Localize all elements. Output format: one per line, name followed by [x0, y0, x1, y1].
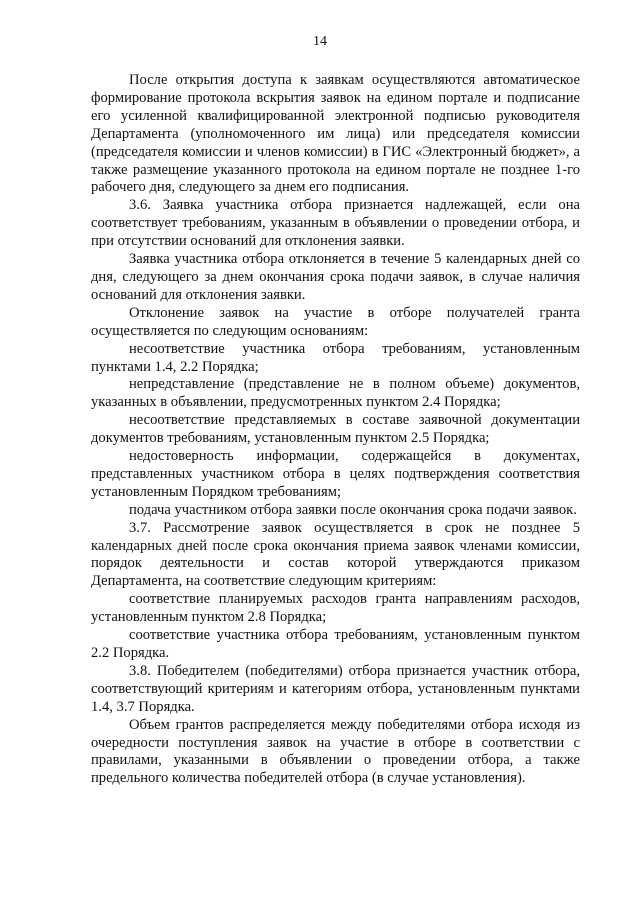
paragraph-3-7: 3.7. Рассмотрение заявок осуществляется в срок не позднее 5 календарных дней после срока окончания приема заявок членами комиссии, порядок деятельности и состав которой утверждаются приказом Департамента, на соответствие следующим критериям:: [91, 519, 580, 590]
document-body: [91, 72, 580, 788]
paragraph-ground-4: недостоверность информации, содержащейся в документах, представленных участником отбора в целях подтверждения соответствия установленным Порядком требованиям;: [91, 448, 580, 500]
paragraph-rejection-term: Заявка участника отбора отклоняется в течение 5 календарных дней со дня, следующего за днем окончания срока подачи заявок, в случае наличия оснований для отклонения заявки.: [91, 251, 580, 303]
paragraph-criterion-2: соответствие участника отбора требованиям, установленным пунктом 2.2 Порядка.: [91, 627, 580, 661]
paragraph-rejection-grounds: Отклонение заявок на участие в отборе получателей гранта осуществляется по следующим основаниям:: [91, 304, 580, 339]
paragraph-ground-2: непредставление (представление не в полном объеме) документов, указанных в объявлении, предусмотренных пунктом 2.4 Порядка;: [91, 376, 580, 411]
paragraph-3-6: 3.6. Заявка участника отбора признается надлежащей, если она соответствует требованиям, указанным в объявлении о проведении отбора, и при отсутствии оснований для отклонения заявки.: [91, 197, 580, 250]
paragraph-protocol: После открытия доступа к заявкам осуществляются автоматическое формирование протокола вскрытия заявок на едином портале и подписание его усиленной квалифицированной электронной подписью руководителя Департамента (уполномоченного им лица) или председателя комиссии (председателя комиссии и членов комиссии) в ГИС «Электронный бюджет», а также размещение указанного протокола на едином портале не позднее 1-го рабочего дня, следующего за днем его подписания.: [91, 72, 580, 196]
paragraph-criterion-1: соответствие планируемых расходов гранта направлениям расходов, установленным пунктом 2.8 Порядка;: [91, 591, 580, 626]
paragraph-ground-1: несоответствие участника отбора требованиям, установленным пунктами 1.4, 2.2 Порядка;: [91, 340, 580, 375]
paragraph-grant-distribution: Объем грантов распределяется между победителями отбора исходя из очередности поступления заявок на участие в отборе в соответствии с правилами, указанными в объявлении о проведении отбора, а также предельного количества победителей отбора (в случае установления).: [91, 716, 580, 787]
paragraph-ground-3: несоответствие представляемых в составе заявочной документации документов требованиям, установленным пунктом 2.5 Порядка;: [91, 412, 580, 447]
paragraph-ground-5: подача участником отбора заявки после окончания срока подачи заявок.: [129, 501, 577, 518]
paragraph-3-8: 3.8. Победителем (победителями) отбора признается участник отбора, соответствующий критериям и категориям отбора, установленным пунктами 1.4, 3.7 Порядка.: [91, 662, 580, 715]
page-number: 14: [313, 34, 327, 49]
